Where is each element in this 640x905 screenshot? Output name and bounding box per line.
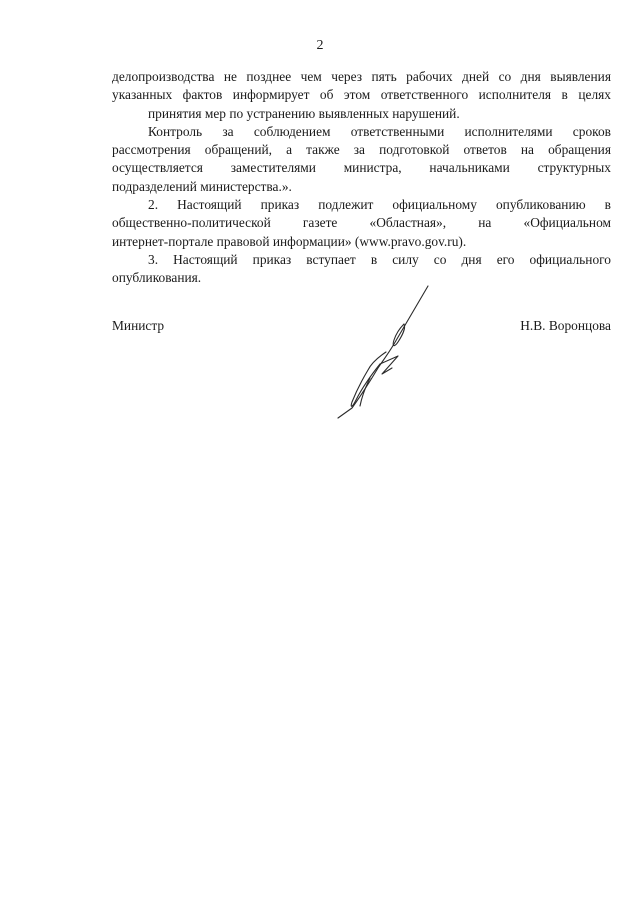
text-line: общественно-политической газете «Областная», на «Официальном: [112, 215, 611, 231]
text-line: подразделений министерства.».: [112, 178, 292, 194]
paragraph-1: [112, 68, 611, 123]
text-line: 2. Настоящий приказ подлежит официальному опубликованию в: [148, 197, 611, 213]
document-body: [112, 68, 611, 288]
paragraph-2: [112, 123, 611, 196]
paragraph-3: [112, 196, 611, 251]
text-line: принятия мер по устранению выявленных нарушений.: [148, 105, 460, 121]
text-line: интернет-портале правовой информации» (www.pravo.gov.ru).: [112, 233, 467, 249]
signatory-name: Н.В. Воронцова: [520, 318, 611, 333]
text-line: опубликования.: [112, 270, 202, 286]
handwritten-signature-icon: [322, 282, 432, 422]
page-number: 2: [316, 38, 324, 53]
text-line: рассмотрения обращений, а также за подготовкой ответов на обращения: [112, 142, 611, 158]
text-line: осуществляется заместителями министра, начальниками структурных: [112, 160, 611, 176]
text-line: указанных фактов информирует об этом ответственного исполнителя в целях: [112, 87, 611, 103]
signatory-title: Министр: [112, 318, 165, 333]
text-line: Контроль за соблюдением ответственными исполнителями сроков: [148, 123, 611, 139]
text-line: 3. Настоящий приказ вступает в силу со дня его официального: [148, 251, 611, 267]
text-line: делопроизводства не позднее чем через пять рабочих дней со дня выявления: [112, 69, 611, 84]
